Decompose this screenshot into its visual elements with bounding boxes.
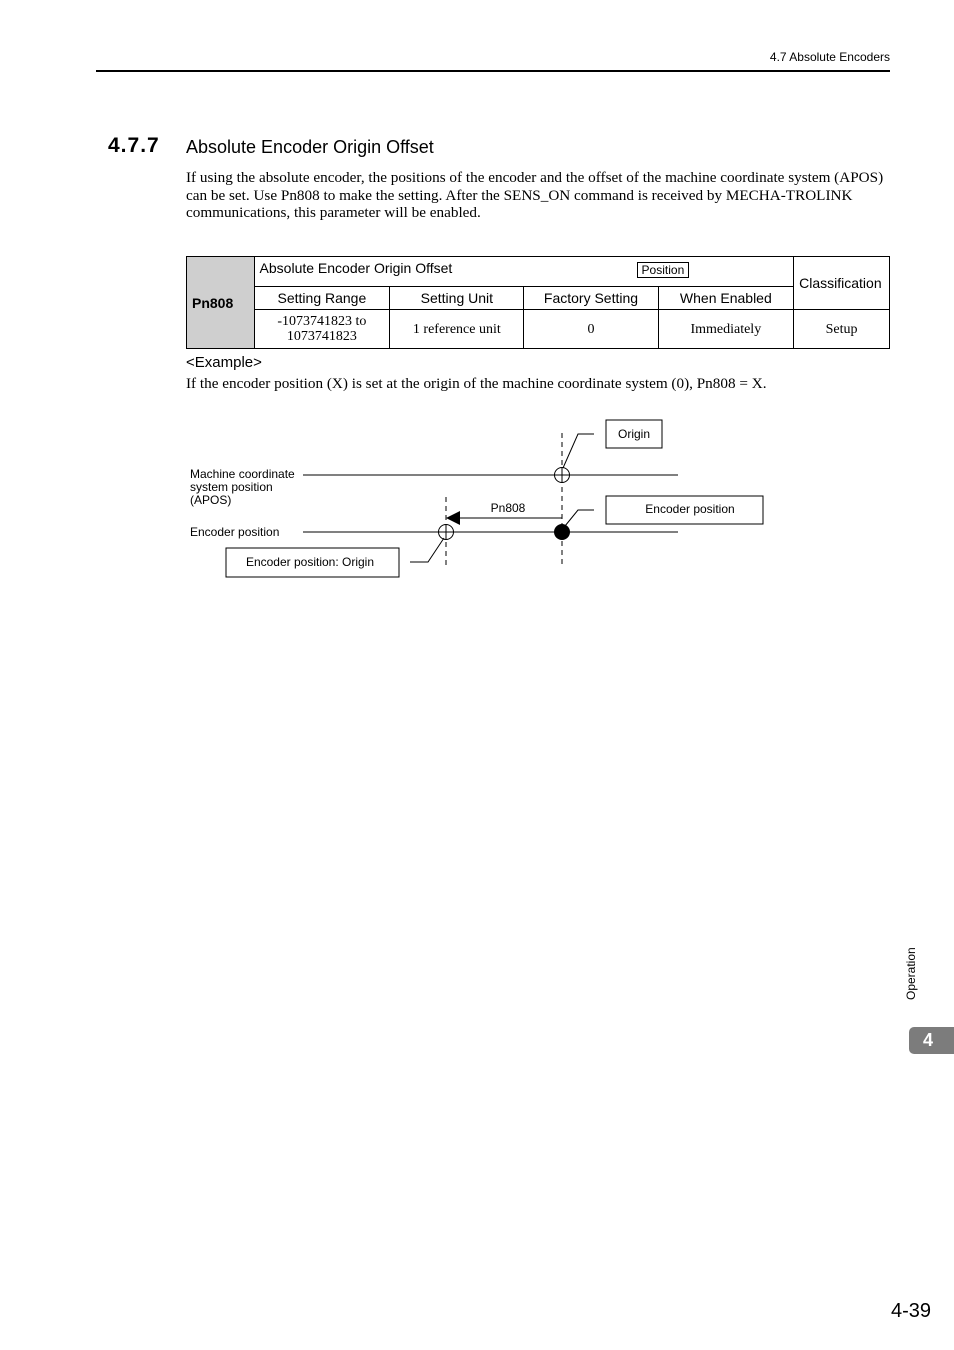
factory-setting-header: Factory Setting (524, 287, 658, 310)
section-number: 4.7.7 (108, 134, 160, 157)
pn808-arrow-head (446, 511, 460, 525)
machine-coordinate-label-2: system position (190, 480, 273, 494)
classification-header: Classification (794, 257, 890, 310)
encoder-position-leader-line (565, 510, 594, 526)
pn808-label: Pn808 (490, 501, 526, 515)
when-enabled-value: Immediately (658, 310, 794, 349)
factory-setting-value: 0 (524, 310, 658, 349)
setting-unit-header: Setting Unit (390, 287, 524, 310)
example-text: If the encoder position (X) is set at the origin of the machine coordinate system (0), Pn808 = X. (186, 375, 767, 392)
encoder-position-callout-text: Encoder position (645, 502, 735, 516)
origin-callout-text: Origin (617, 427, 651, 441)
example-label: <Example> (186, 354, 262, 371)
section-title: Absolute Encoder Origin Offset (186, 137, 434, 157)
when-enabled-header: When Enabled (658, 287, 794, 310)
setting-range-line2: 1073741823 (286, 329, 357, 344)
setting-unit-value: 1 reference unit (390, 310, 524, 349)
running-header: 4.7 Absolute Encoders (769, 50, 890, 64)
page-number: 4-39 (890, 1300, 931, 1322)
encoder-position-axis-label: Encoder position (190, 525, 280, 539)
setting-range-header: Setting Range (254, 287, 390, 310)
classification-value: Setup (794, 310, 890, 349)
origin-offset-diagram (0, 0, 954, 620)
origin-leader-line (563, 434, 594, 468)
machine-coordinate-label-3: (APOS) (190, 493, 232, 507)
side-tab-label: Operation (904, 947, 918, 1000)
machine-coordinate-label-1: Machine coordinate (190, 467, 295, 481)
param-name: Absolute Encoder Origin Offset (259, 260, 453, 276)
encoder-origin-callout-text: Encoder position: Origin (245, 555, 375, 569)
setting-range-line1: -1073741823 to (277, 314, 367, 329)
control-mode-tag: Position (637, 262, 690, 278)
encoder-origin-leader-line (410, 538, 444, 562)
intro-paragraph: If using the absolute encoder, the positions of the encoder and the offset of the machine coordinate system (APOS) can be set. Use Pn808 to make the setting. After the SENS_ON command is received by MECHA-TROLINK communications, this parameter will be enabled. (186, 169, 884, 221)
param-number: Pn808 (187, 257, 255, 349)
encoder-position-dot (554, 524, 570, 540)
chapter-tab: 4 (909, 1027, 954, 1054)
